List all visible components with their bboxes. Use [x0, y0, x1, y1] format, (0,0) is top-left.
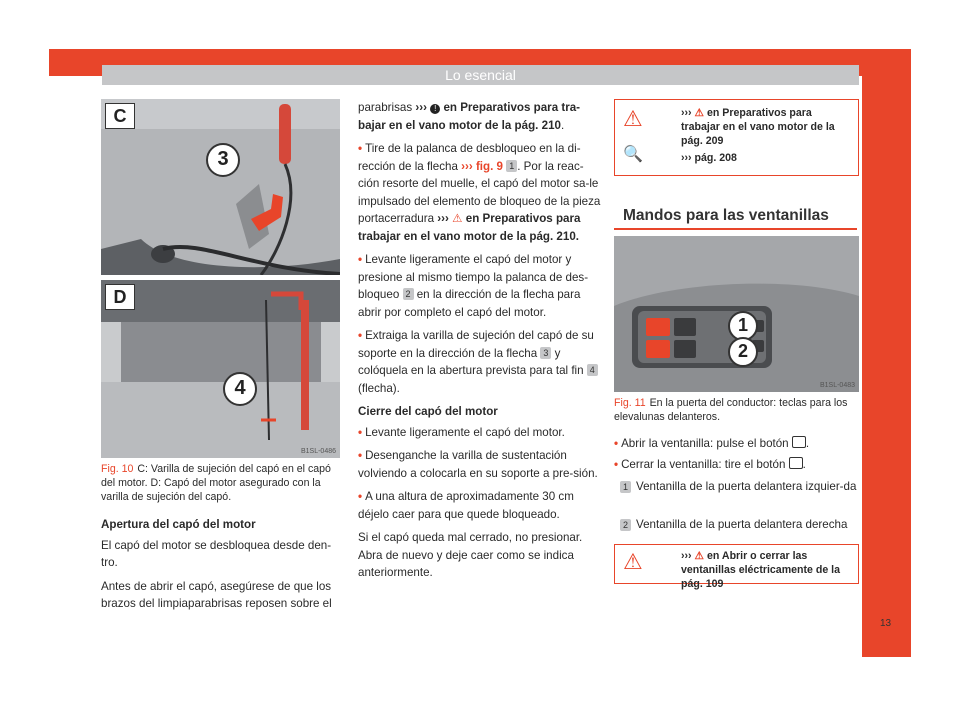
column-2 — [358, 99, 602, 588]
bullet-step: • Tire de la palanca de desbloqueo en la di-rección de la flecha ››› fig. 9 1 . Por la reac-ción resorte del muelle, el capó del motor sa-le impulsado del elemento de bloqueo de la pieza portacerradura ››› ⚠ en Preparativos para trabajar en el vano motor de la pág. 210. — [358, 142, 601, 243]
warning-box — [614, 99, 859, 176]
item-number: 2 — [620, 519, 631, 531]
page-number: 13 — [880, 618, 892, 629]
warning-box — [614, 544, 859, 590]
page-reference[interactable]: ››› pág. 208 — [681, 152, 737, 164]
panel-c-letter: C — [105, 103, 135, 129]
section-title: Mandos para las ventanillas — [623, 207, 829, 224]
callout-3: 3 — [206, 143, 240, 177]
warning-icon: ⚠ — [452, 212, 463, 225]
figure-10-panel-d — [101, 280, 340, 458]
warning-icon: ⚠ — [623, 106, 643, 131]
engine-hood-photo-d — [101, 280, 340, 458]
environment-icon: 🔍 — [623, 146, 643, 163]
paragraph: Antes de abrir el capó, asegúrese de que los brazos del limpiaparabrisas reposen sobre el — [101, 579, 332, 610]
paragraph: Si el capó queda mal cerrado, no presionar. Abra de nuevo y deje caer como se indica anteriormente. — [358, 531, 583, 579]
step-number: 3 — [540, 347, 551, 359]
callout-4: 4 — [223, 372, 257, 406]
paragraph: El capó del motor se desbloquea desde den-tro. — [101, 538, 332, 569]
figure-link[interactable]: ››› fig. 9 — [461, 159, 503, 173]
step-number: 2 — [403, 288, 414, 300]
window-up-icon — [792, 436, 806, 448]
bullet-open-window: • Abrir la ventanilla: pulse el botón . — [614, 437, 810, 450]
figure-11-caption — [614, 396, 858, 424]
window-down-icon — [789, 457, 803, 469]
column-1 — [101, 516, 345, 619]
engine-hood-photo-c — [101, 99, 340, 275]
figure-label: Fig. 10 — [101, 463, 134, 475]
figure-11 — [614, 236, 859, 392]
step-number: 4 — [587, 364, 598, 376]
info-icon: ! — [430, 104, 440, 114]
figure-10-caption — [101, 462, 345, 504]
caption-text: C: Varilla de sujeción del capó en el capó del motor. D: Capó del motor asegurado con la varilla de sujeción del capó. — [101, 463, 331, 503]
step-number: 1 — [506, 160, 517, 172]
figure-10-panel-c — [101, 99, 340, 275]
bullet-step: • Levante ligeramente el capó del motor. — [358, 425, 565, 439]
item-number: 1 — [620, 481, 631, 493]
list-item: 2 Ventanilla de la puerta delantera derecha — [614, 516, 858, 534]
warning-icon: ⚠ — [623, 549, 643, 574]
list-item: 1 Ventanilla de la puerta delantera izquier-da — [614, 478, 858, 496]
callout-1: 1 — [728, 311, 758, 341]
warning-reference[interactable]: ››› ⚠ en Abrir o cerrar las ventanillas eléctricamente de la pág. 109 — [681, 550, 840, 590]
bullet-step: • Desenganche la varilla de sustentación volviendo a colocarla en su soporte a pre-sión. — [358, 449, 598, 480]
reference-link[interactable]: en Preparativos para trabajar en el vano motor de la pág. 210 — [358, 212, 581, 243]
reference-link[interactable]: en Preparativos para tra-bajar en el vano motor de la pág. 210 — [358, 101, 581, 132]
callout-2: 2 — [728, 337, 758, 367]
bullet-step: • Extraiga la varilla de sujeción del capó de su soporte en la dirección de la flecha 3 y colóquela en la abertura prevista para tal fin 4 (flecha). — [358, 327, 602, 397]
caption-text: En la puerta del conductor: teclas para los elevalunas delanteros. — [614, 397, 848, 423]
reference-arrow: ››› — [415, 101, 427, 114]
section-heading: Apertura del capó del motor — [101, 518, 256, 531]
warning-reference[interactable]: ››› ⚠ en Preparativos para trabajar en el vano motor de la pág. 209 — [681, 107, 835, 147]
bullet-close-window: • Cerrar la ventanilla: tire el botón . — [614, 458, 806, 471]
paragraph-continuation: parabrisas ››› ! en Preparativos para tra-bajar en el vano motor de la pág. 210. — [358, 101, 581, 132]
figure-code: B1SL-0483 — [819, 382, 855, 389]
panel-d-letter: D — [105, 284, 135, 310]
figure-code: B1SL-0486 — [300, 448, 336, 455]
bullet-step: • Levante ligeramente el capó del motor y presione al mismo tiempo la palanca de des-bloqueo 2 en la dirección de la flecha para abrir por completo el capó del motor. — [358, 253, 589, 319]
section-rule — [614, 228, 857, 230]
section-heading: Cierre del capó del motor — [358, 405, 498, 418]
bullet-step: • A una altura de aproximadamente 30 cm déjelo caer para que quede bloqueado. — [358, 490, 574, 521]
chapter-header: Lo esencial — [102, 65, 859, 85]
figure-label: Fig. 11 — [614, 397, 646, 409]
